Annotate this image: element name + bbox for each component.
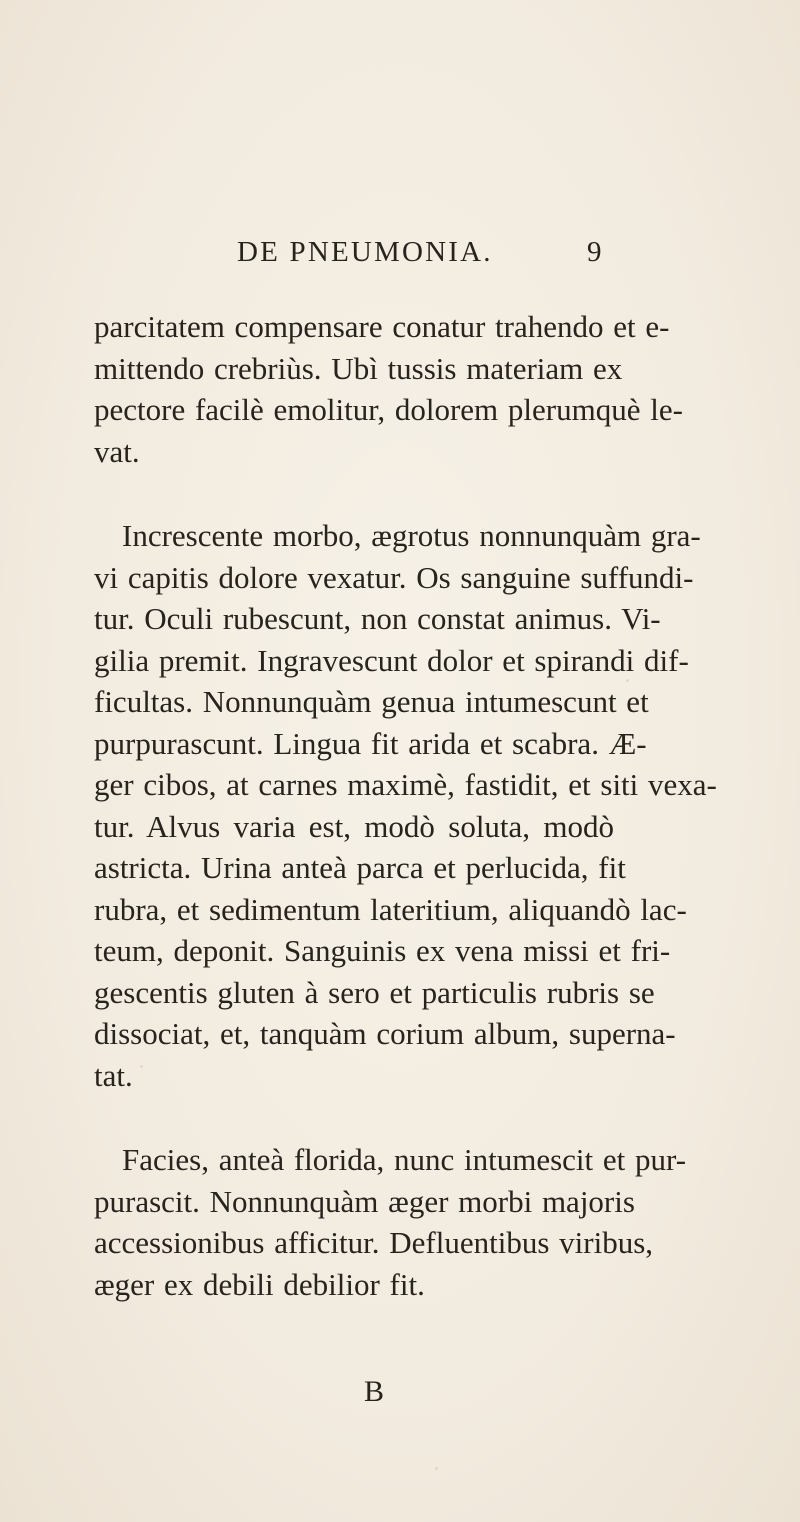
text-line: vat.	[94, 433, 140, 469]
text-line: mittendo crebriùs. Ubì tussis materiam ex	[94, 350, 623, 386]
paper-speck	[626, 679, 629, 682]
page-number: 9	[587, 236, 602, 268]
text-line: astricta. Urina anteà parca et perlucida, fit	[94, 850, 626, 885]
paragraph-2	[94, 515, 717, 1096]
text-line: gilia premit. Ingravescunt dolor et spirandi dif-	[94, 642, 689, 678]
text-line: teum, deponit. Sanguinis ex vena missi et fri-	[94, 933, 671, 968]
text-line: gescentis gluten à sero et particulis rubris se	[94, 974, 655, 1010]
body-text	[94, 306, 717, 1305]
running-head	[0, 232, 800, 272]
text-line: rubra, et sedimentum lateritium, aliquandò lac-	[94, 891, 687, 927]
text-line: tat.	[94, 1057, 133, 1093]
text-line: ficultas. Nonnunquàm genua intumescunt et	[94, 684, 649, 719]
text-line: ger cibos, at carnes maximè, fastidit, et siti vexa-	[94, 767, 717, 802]
text-line: pectore facilè emolitur, dolorem plerumquè le-	[94, 392, 683, 427]
running-title: DE PNEUMONIA.	[237, 236, 493, 268]
text-line: Increscente morbo, ægrotus nonnunquàm gra-	[122, 518, 701, 553]
paragraph-3	[94, 1139, 687, 1305]
text-line: æger ex debili debilior fit.	[94, 1266, 425, 1302]
text-line: dissociat, et, tanquàm corium album, superna-	[94, 1016, 676, 1051]
text-line: purpurascunt. Lingua fit arida et scabra. Æ-	[94, 725, 647, 761]
text-line: tur. Oculi rubescunt, non constat animus. Vi-	[94, 601, 661, 636]
paragraph-1	[94, 306, 683, 472]
text-line: parcitatem compensare conatur trahendo et e-	[94, 309, 670, 344]
text-line: tur. Alvus varia est, modò soluta, modò	[94, 808, 614, 844]
signature-mark: B	[364, 1375, 385, 1408]
paragraph-gap	[94, 472, 614, 515]
paragraph-gap	[94, 1096, 614, 1139]
paper-speck	[435, 1467, 438, 1470]
text-line: accessionibus afficitur. Defluentibus viribus,	[94, 1225, 654, 1260]
text-line: Facies, anteà florida, nunc intumescit et pur-	[122, 1142, 687, 1177]
text-line: vi capitis dolore vexatur. Os sanguine suffundi-	[94, 559, 694, 595]
text-line: purascit. Nonnunquàm æger morbi majoris	[94, 1183, 635, 1219]
paper-speck	[140, 1065, 143, 1068]
